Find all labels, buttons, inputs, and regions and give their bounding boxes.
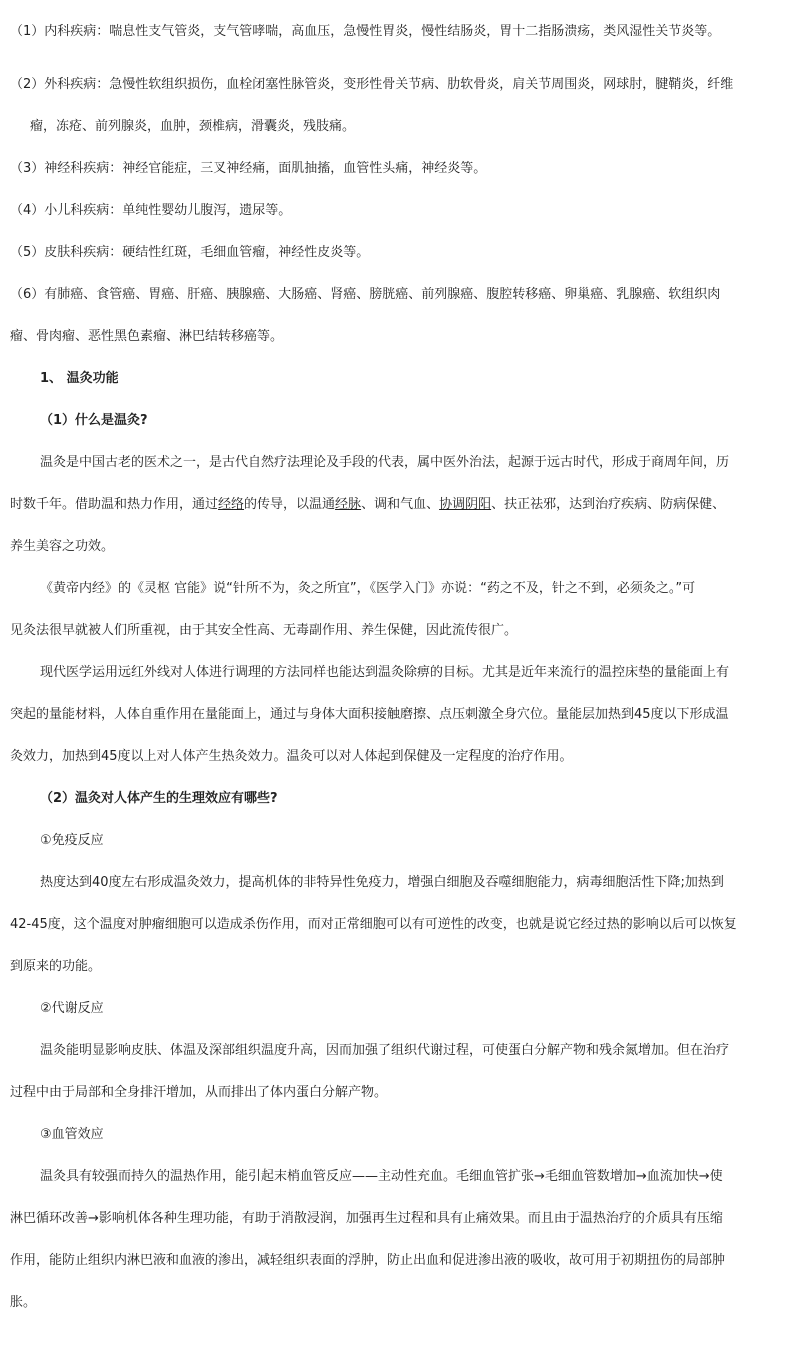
- text-segment: 、调和气血、: [361, 497, 440, 512]
- item-heading: ①免疫反应: [40, 833, 104, 848]
- item-heading: ②代谢反应: [40, 1001, 104, 1016]
- subsection-heading: （1）什么是温灸?: [40, 413, 148, 428]
- text-line: 《黄帝内经》的《灵枢 官能》说“针所不为，灸之所宜”，《医学入门》亦说：“药之不及，针之不到，必须灸之。”可: [40, 581, 696, 596]
- text-line: （5）皮肤科疾病：硬结性红斑，毛细血管瘤，神经性皮炎等。: [10, 245, 370, 260]
- text-line: （6）有肺癌、食管癌、胃癌、肝癌、胰腺癌、大肠癌、肾癌、膀胱癌、前列腺癌、腹腔转移癌、卵巢癌、乳腺癌、软组织肉: [10, 287, 721, 302]
- text-line: 胀。: [10, 1295, 37, 1310]
- text-line: 温灸是中国古老的医术之一，是古代自然疗法理论及手段的代表，属中医外治法，起源于远古时代，形成于商周年间，历: [40, 455, 730, 470]
- link-jingluo[interactable]: 经络: [218, 497, 245, 512]
- text-line: （4）小儿科疾病：单纯性婴幼儿腹泻，遗尿等。: [10, 203, 292, 218]
- text-line: 见灸法很早就被人们所重视，由于其安全性高、无毒副作用、养生保健，因此流传很广。: [10, 623, 518, 638]
- text-line: 热度达到40度左右形成温灸效力，提高机体的非特异性免疫力，增强白细胞及吞噬细胞能力，病毒细胞活性下降;加热到: [40, 875, 724, 890]
- text-line: 温灸能明显影响皮肤、体温及深部组织温度升高，因而加强了组织代谢过程，可使蛋白分解产物和残余氮增加。但在治疗: [40, 1043, 730, 1058]
- text-line: [10, 484, 789, 526]
- text-line: 淋巴循环改善→影响机体各种生理功能，有助于消散浸润，加强再生过程和具有止痛效果。而且由于温热治疗的介质具有压缩: [10, 1211, 723, 1226]
- text-line: （3）神经科疾病：神经官能症，三叉神经痛，面肌抽搐，血管性头痛，神经炎等。: [10, 161, 487, 176]
- text-segment: 时数千年。借助温和热力作用，通过: [10, 497, 219, 512]
- text-line: 到原来的功能。: [10, 959, 102, 974]
- text-line: 瘤、骨肉瘤、恶性黑色素瘤、淋巴结转移癌等。: [10, 329, 284, 344]
- link-xietiao-yinyang[interactable]: 协调阴阳: [439, 497, 492, 512]
- text-line: 灸效力，加热到45度以上对人体产生热灸效力。温灸可以对人体起到保健及一定程度的治疗作用。: [10, 749, 573, 764]
- link-jingmai[interactable]: 经脉: [335, 497, 362, 512]
- text-line: 瘤，冻疮、前列腺炎，血肿，颈椎病，滑囊炎，残肢痛。: [30, 119, 356, 134]
- item-heading: ③血管效应: [40, 1127, 104, 1142]
- text-line: 突起的量能材料，人体自重作用在量能面上，通过与身体大面积接触磨擦、点压刺激全身穴位。量能层加热到45度以下形成温: [10, 707, 729, 722]
- text-line: 作用，能防止组织内淋巴液和血液的渗出，减轻组织表面的浮肿，防止出血和促进渗出液的吸收，故可用于初期扭伤的局部肿: [10, 1253, 726, 1268]
- text-line: 现代医学运用远红外线对人体进行调理的方法同样也能达到温灸除痹的目标。尤其是近年来流行的温控床垫的量能面上有: [40, 665, 730, 680]
- text-line: 42-45度，这个温度对肿瘤细胞可以造成杀伤作用，而对正常细胞可以有可逆性的改变，也就是说它经过热的影响以后可以恢复: [10, 917, 737, 932]
- text-line: 温灸具有较强而持久的温热作用，能引起末梢血管反应——主动性充血。毛细血管扩张→毛细血管数增加→血流加快→使: [40, 1169, 723, 1184]
- text-segment: 的传导，以温通: [244, 497, 336, 512]
- subsection-heading: （2）温灸对人体产生的生理效应有哪些?: [40, 791, 278, 806]
- text-line: 过程中由于局部和全身排汗增加，从而排出了体内蛋白分解产物。: [10, 1085, 388, 1100]
- section-heading: 1、 温灸功能: [40, 371, 119, 386]
- text-line: 养生美容之功效。: [10, 539, 115, 554]
- text-line: （1）内科疾病：喘息性支气管炎，支气管哮喘，高血压，急慢性胃炎，慢性结肠炎，胃十二指肠溃疡，类风湿性关节炎等。: [10, 24, 721, 39]
- text-line: （2）外科疾病：急慢性软组织损伤，血栓闭塞性脉管炎，变形性骨关节病、肋软骨炎，肩关节周围炎，网球肘，腱鞘炎，纤维: [10, 77, 734, 92]
- text-segment: 、扶正祛邪，达到治疗疾病、防病保健、: [491, 497, 726, 512]
